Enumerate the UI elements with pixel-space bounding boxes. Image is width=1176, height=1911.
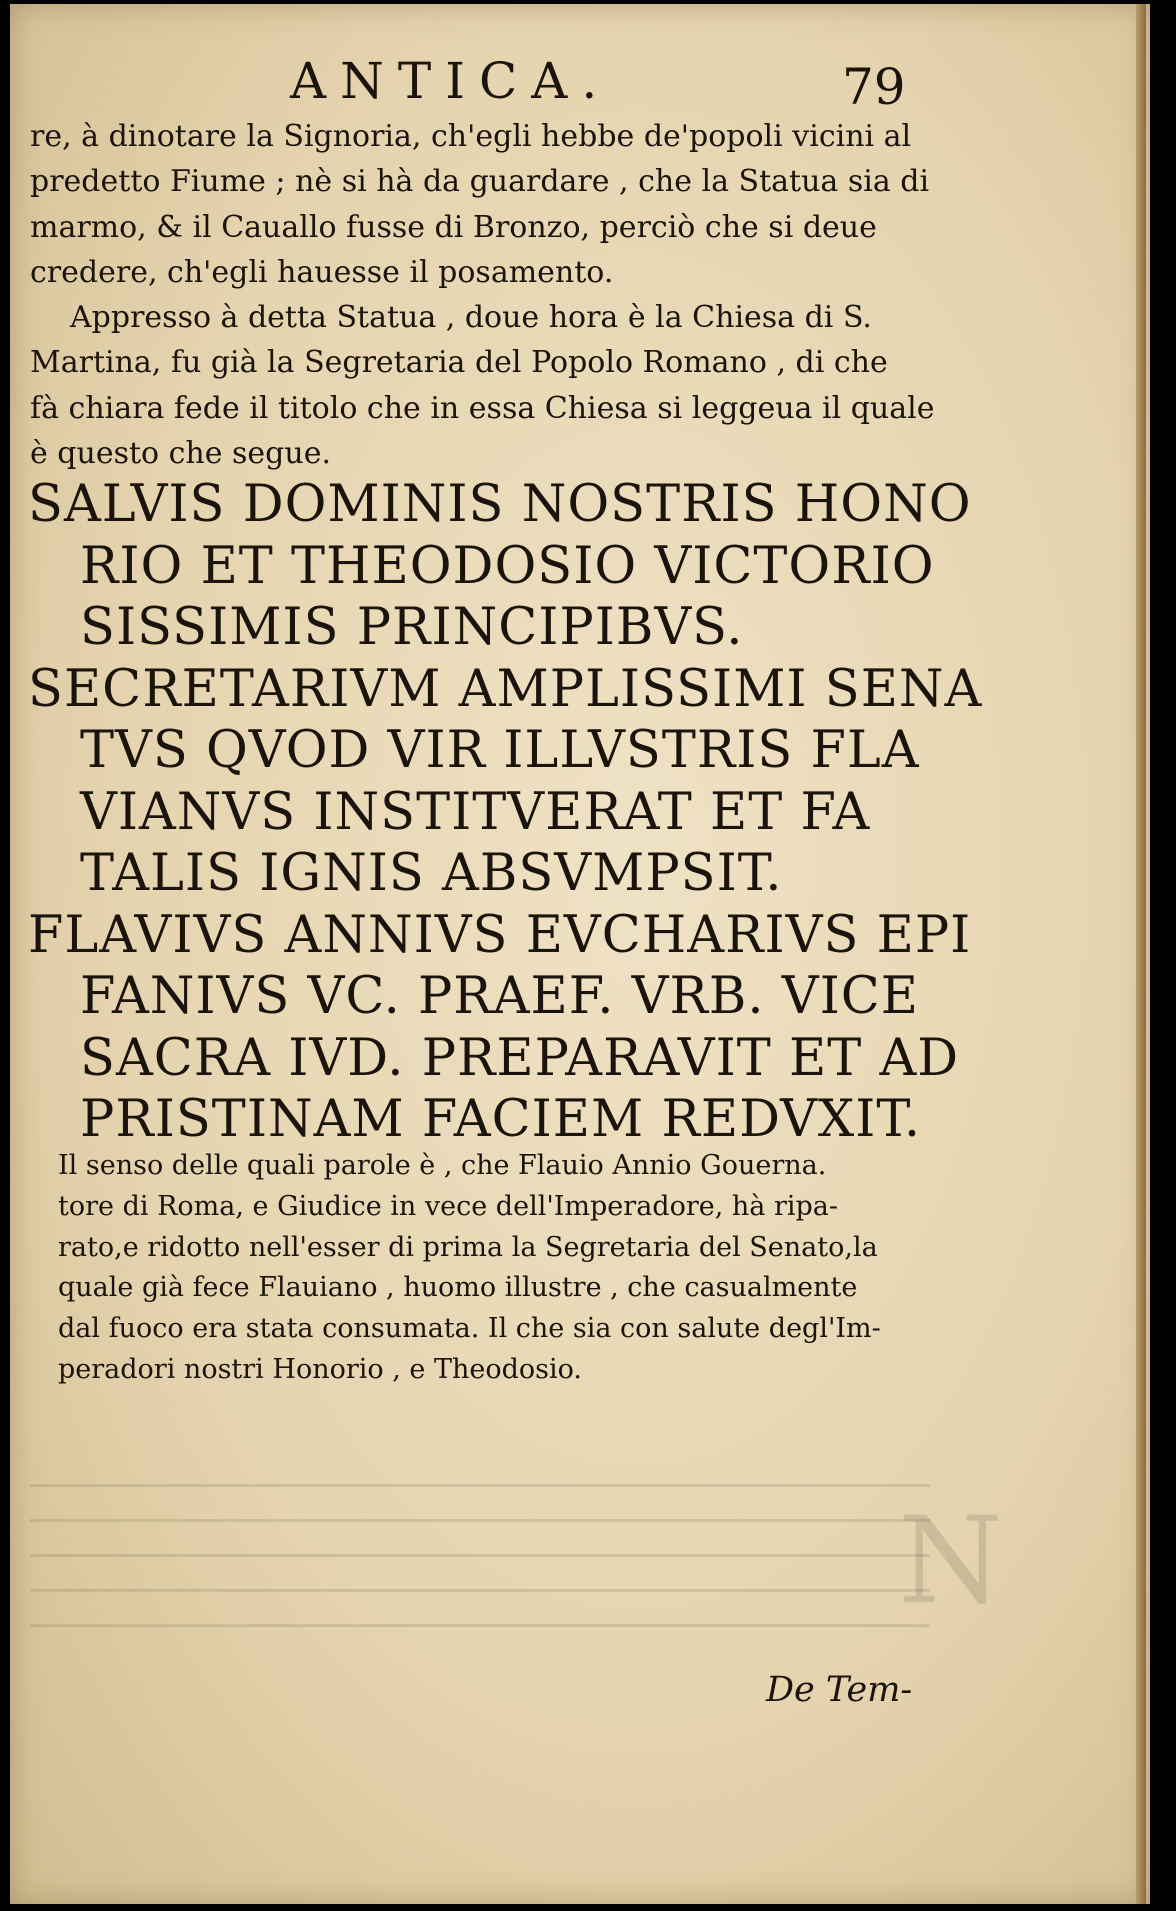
text-line: dal fuoco era stata consumata. Il che sia con salute degl'Im- xyxy=(58,1313,881,1345)
inscription-line: SECRETARIVM AMPLISSIMI SENA xyxy=(28,659,983,719)
inscription-line: SISSIMIS PRINCIPIBVS. xyxy=(80,598,744,657)
inscription-line: FLAVIVS ANNIVS EVCHARIVS EPI xyxy=(28,905,972,965)
bleed-through-line xyxy=(30,1519,930,1522)
bleed-through-initial: N xyxy=(898,1492,1003,1631)
running-title: ANTICA. xyxy=(290,52,612,110)
bleed-through-line xyxy=(30,1554,930,1557)
bleed-through-line xyxy=(30,1624,930,1627)
catchword: De Tem- xyxy=(766,1670,913,1710)
inscription-line: PRISTINAM FACIEM REDVXIT. xyxy=(80,1090,922,1149)
text-line: Martina, fu già la Segretaria del Popolo Romano , di che xyxy=(30,345,888,381)
inscription-line: FANIVS VC. PRAEF. VRB. VICE xyxy=(80,967,919,1026)
text-line: marmo, & il Cauallo fusse di Bronzo, perciò che si deue xyxy=(30,209,877,245)
page-header xyxy=(10,52,1150,116)
text-line: è questo che segue. xyxy=(30,436,331,472)
bleed-through-text xyxy=(30,1484,930,1684)
latin-inscription xyxy=(28,474,988,1151)
text-line: Appresso à detta Statua , doue hora è la Chiesa di S. xyxy=(70,300,872,336)
page-edge xyxy=(1136,4,1146,1904)
text-line: Il senso delle quali parole è , che Flauio Annio Gouerna. xyxy=(58,1150,827,1181)
text-line: quale già fece Flauiano , huomo illustre , che casualmente xyxy=(58,1272,858,1304)
text-line: credere, ch'egli hauesse il posamento. xyxy=(30,254,614,290)
inscription-line: VIANVS INSTITVERAT ET FA xyxy=(80,782,871,842)
bleed-through-line xyxy=(30,1484,930,1487)
inscription-line: RIO ET THEODOSIO VICTORIO xyxy=(80,536,935,596)
intro-paragraph xyxy=(30,114,970,476)
text-line: predetto Fiume ; nè si hà da guardare , che la Statua sia di xyxy=(30,164,930,200)
inscription-line: SACRA IVD. PREPARAVIT ET AD xyxy=(80,1028,960,1088)
text-line: fà chiara fede il titolo che in essa Chiesa si leggeua il quale xyxy=(30,390,935,426)
text-line: re, à dinotare la Signoria, ch'egli hebbe de'popoli vicini al xyxy=(30,119,912,154)
text-line: peradori nostri Honorio , e Theodosio. xyxy=(58,1353,582,1385)
bleed-through-line xyxy=(30,1589,930,1592)
inscription-line: SALVIS DOMINIS NOSTRIS HONO xyxy=(28,475,972,534)
inscription-line: TVS QVOD VIR ILLVSTRIS FLA xyxy=(80,721,920,780)
page-number: 79 xyxy=(842,58,906,116)
book-page xyxy=(10,4,1150,1904)
text-line: rato,e ridotto nell'esser di prima la Segretaria del Senato,la xyxy=(58,1231,878,1263)
text-line: tore di Roma, e Giudice in vece dell'Imperadore, hà ripa- xyxy=(58,1190,838,1222)
inscription-line: TALIS IGNIS ABSVMPSIT. xyxy=(80,844,783,903)
translation-paragraph xyxy=(58,1146,978,1391)
